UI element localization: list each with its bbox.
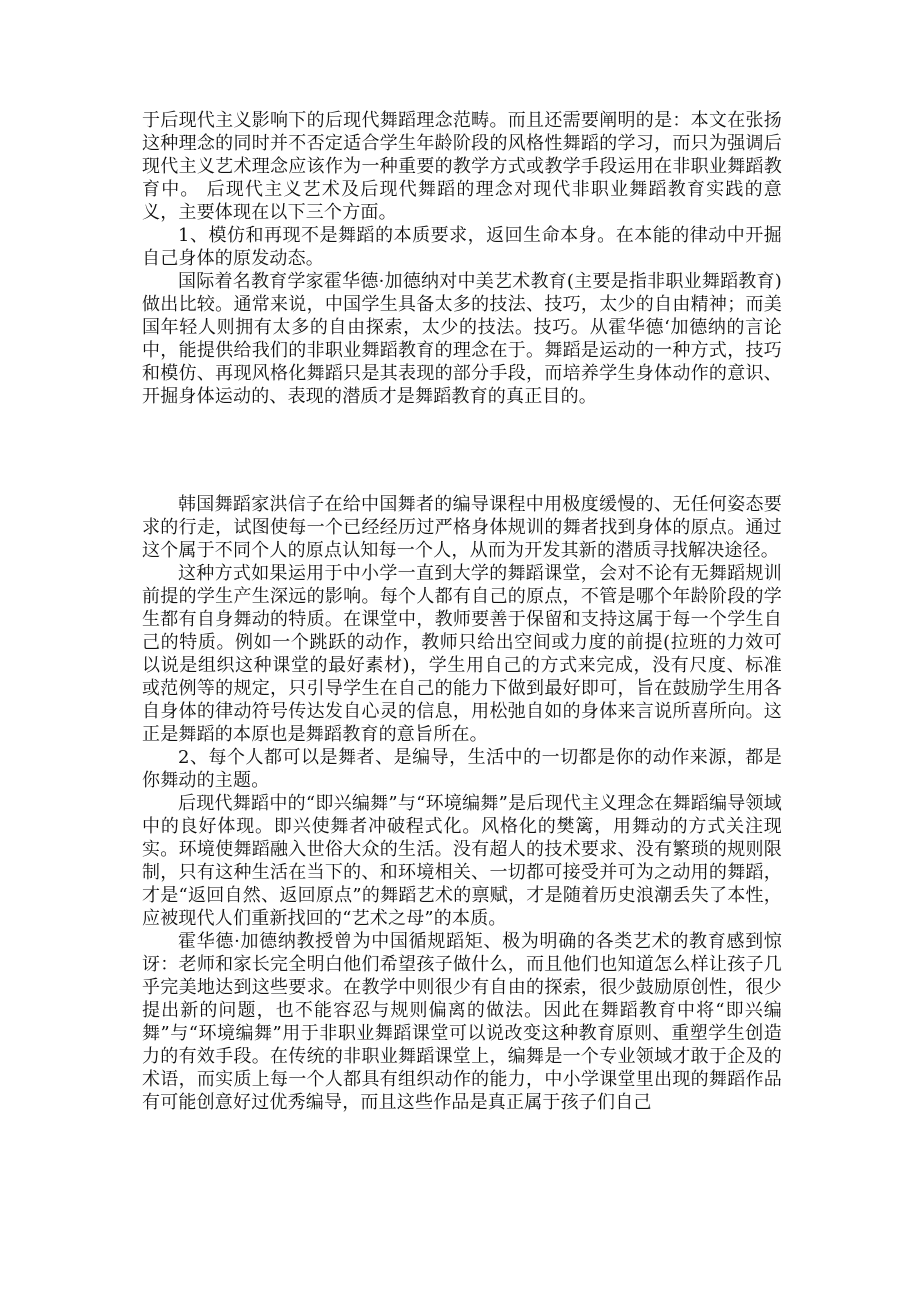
paragraph-continuation: 于后现代主义影响下的后现代舞蹈理念范畴。而且还需要阐明的是：本文在张扬这种理念的同时并不否定适合学生年龄阶段的风格性舞蹈的学习，而只为强调后现代主义艺术理念应该作为一种重要的教学方式或教学手段运用在非职业舞蹈教育中。 后现代主义艺术及后现代舞蹈的理念对现代非职业舞蹈教育实践的意义，主要体现在以下三个方面。 xyxy=(142,110,782,223)
paragraph-point-1-heading: 1、模仿和再现不是舞蹈的本质要求，返回生命本身。在本能的律动中开掘自己身体的原发动态。 xyxy=(142,225,782,269)
paragraph-hong-xinzi: 韩国舞蹈家洪信子在给中国舞者的编导课程中用极度缓慢的、无任何姿态要求的行走，试图使每一个已经经历过严格身体规训的舞者找到身体的原点。通过这个属于不同个人的原点认知每一个人，从而为开发其新的潜质寻找解决途径。 xyxy=(142,494,782,561)
paragraph-gardner-surprise: 霍华德·加德纳教授曾为中国循规蹈矩、极为明确的各类艺术的教育感到惊讶：老师和家长完全明白他们希望孩子做什么，而且他们也知道怎么样让孩子几乎完美地达到这些要求。在教学中则很少有自由的探索，很少鼓励原创性，很少提出新的问题，也不能容忍与规则偏离的做法。因此在舞蹈教育中将“即兴编舞”与“环境编舞”用于非职业舞蹈课堂可以说改变这种教育原则、重塑学生创造力的有效手段。在传统的非职业舞蹈课堂上，编舞是一个专业领域才敢于企及的术语，而实质上每一个人都具有组织动作的能力，中小学课堂里出现的舞蹈作品有可能创意好过优秀编导，而且这些作品是真正属于孩子们自己 xyxy=(142,931,782,1113)
text-section-bottom xyxy=(142,493,782,1114)
paragraph-point-2-heading: 2、每个人都可以是舞者、是编导，生活中的一切都是你的动作来源，都是你舞动的主题。 xyxy=(142,747,782,791)
paragraph-gardner-comparison: 国际着名教育学家霍华德·加德纳对中美艺术教育(主要是指非职业舞蹈教育)做出比较。通常来说，中国学生具备太多的技法、技巧，太少的自由精神；而美国年轻人则拥有太多的自由探索，太少的技法。技巧。从霍华德‘加德纳的言论中，能提供给我们的非职业舞蹈教育的理念在于。舞蹈是运动的一种方式，技巧和模仿、再现风格化舞蹈只是其表现的部分手段，而培养学生身体动作的意识、开掘身体运动的、表现的潜质才是舞蹈教育的真正目的。 xyxy=(142,271,782,407)
paragraph-improvisation: 后现代舞蹈中的“即兴编舞”与“环境编舞”是后现代主义理念在舞蹈编导领域中的良好体现。即兴使舞者冲破程式化。风格化的樊篱，用舞动的方式关注现实。环境使舞蹈融入世俗大众的生活。没有超人的技术要求、没有繁琐的规则限制，只有这种生活在当下的、和环境相关、一切都可接受并可为之动用的舞蹈，才是“返回自然、返回原点”的舞蹈艺术的禀赋，才是随着历史浪潮丢失了本性，应被现代人们重新找回的“艺术之母”的本质。 xyxy=(142,793,782,929)
paragraph-classroom-method: 这种方式如果运用于中小学一直到大学的舞蹈课堂，会对不论有无舞蹈规训前提的学生产生深远的影响。每个人都有自己的原点，不管是哪个年龄阶段的学生都有自身舞动的特质。在课堂中，教师要善于保留和支持这属于每一个学生自己的特质。例如一个跳跃的动作，教师只给出空间或力度的前提(拉班的力效可以说是组织这种课堂的最好素材)，学生用自己的方式来完成，没有尺度、标准或范例等的规定，只引导学生在自己的能力下做到最好即可，旨在鼓励学生用各自身体的律动符号传达发自心灵的信息，用松弛自如的身体来言说所喜所向。这正是舞蹈的本原也是舞蹈教育的意旨所在。 xyxy=(142,563,782,745)
text-section-top xyxy=(142,109,782,408)
